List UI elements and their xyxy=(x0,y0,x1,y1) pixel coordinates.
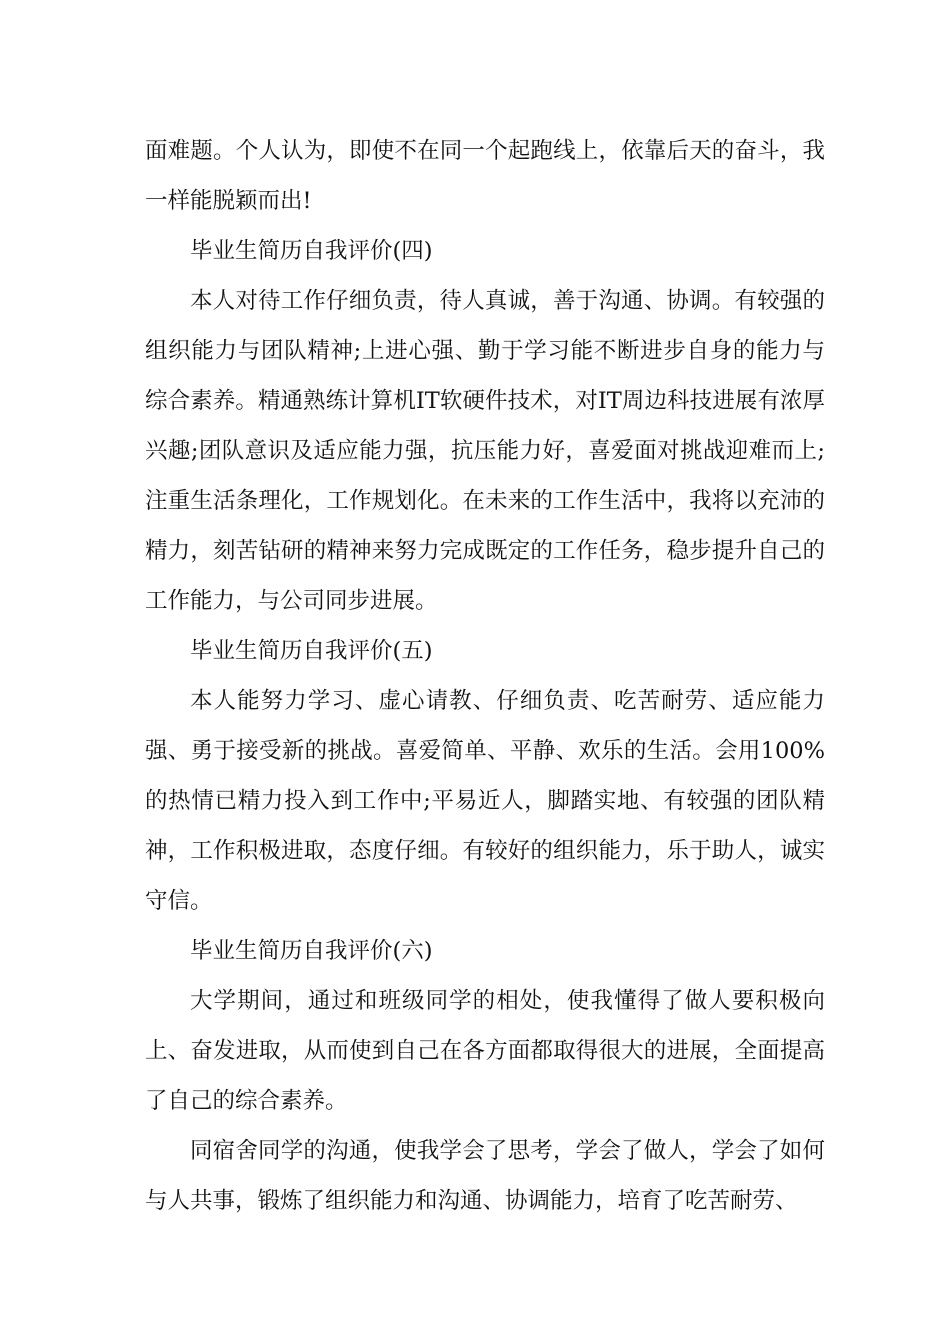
document-body xyxy=(145,126,825,1226)
paragraph-self-evaluation-6a: 大学期间，通过和班级同学的相处，使我懂得了做人要积极向上、奋发进取，从而使到自己在各方面都取得很大的进展，全面提高了自己的综合素养。 xyxy=(145,988,825,1114)
section-heading-6: 毕业生简历自我评价(六) xyxy=(190,938,433,964)
paragraph-self-evaluation-6b: 同宿舍同学的沟通，使我学会了思考，学会了做人，学会了如何与人共事，锻炼了组织能力和沟通、协调能力，培育了吃苦耐劳、 xyxy=(145,1138,825,1214)
section-heading-4: 毕业生简历自我评价(四) xyxy=(190,238,433,264)
paragraph-continuation: 面难题。个人认为，即使不在同一个起跑线上，依靠后天的奋斗，我一样能脱颖而出! xyxy=(145,138,825,214)
paragraph-self-evaluation-4: 本人对待工作仔细负责，待人真诚，善于沟通、协调。有较强的组织能力与团队精神;上进心强、勤于学习能不断进步自身的能力与综合素养。精通熟练计算机IT软硬件技术，对IT周边科技进展有浓厚兴趣;团队意识及适应能力强，抗压能力好，喜爱面对挑战迎难而上;注重生活条理化，工作规划化。在未来的工作生活中，我将以充沛的精力，刻苦钻研的精神来努力完成既定的工作任务，稳步提升自己的工作能力，与公司同步进展。 xyxy=(145,288,825,614)
section-heading-5: 毕业生简历自我评价(五) xyxy=(190,638,433,664)
paragraph-self-evaluation-5: 本人能努力学习、虚心请教、仔细负责、吃苦耐劳、适应能力强、勇于接受新的挑战。喜爱简单、平静、欢乐的生活。会用100%的热情已精力投入到工作中;平易近人，脚踏实地、有较强的团队精神，工作积极进取，态度仔细。有较好的组织能力，乐于助人，诚实守信。 xyxy=(145,688,825,914)
